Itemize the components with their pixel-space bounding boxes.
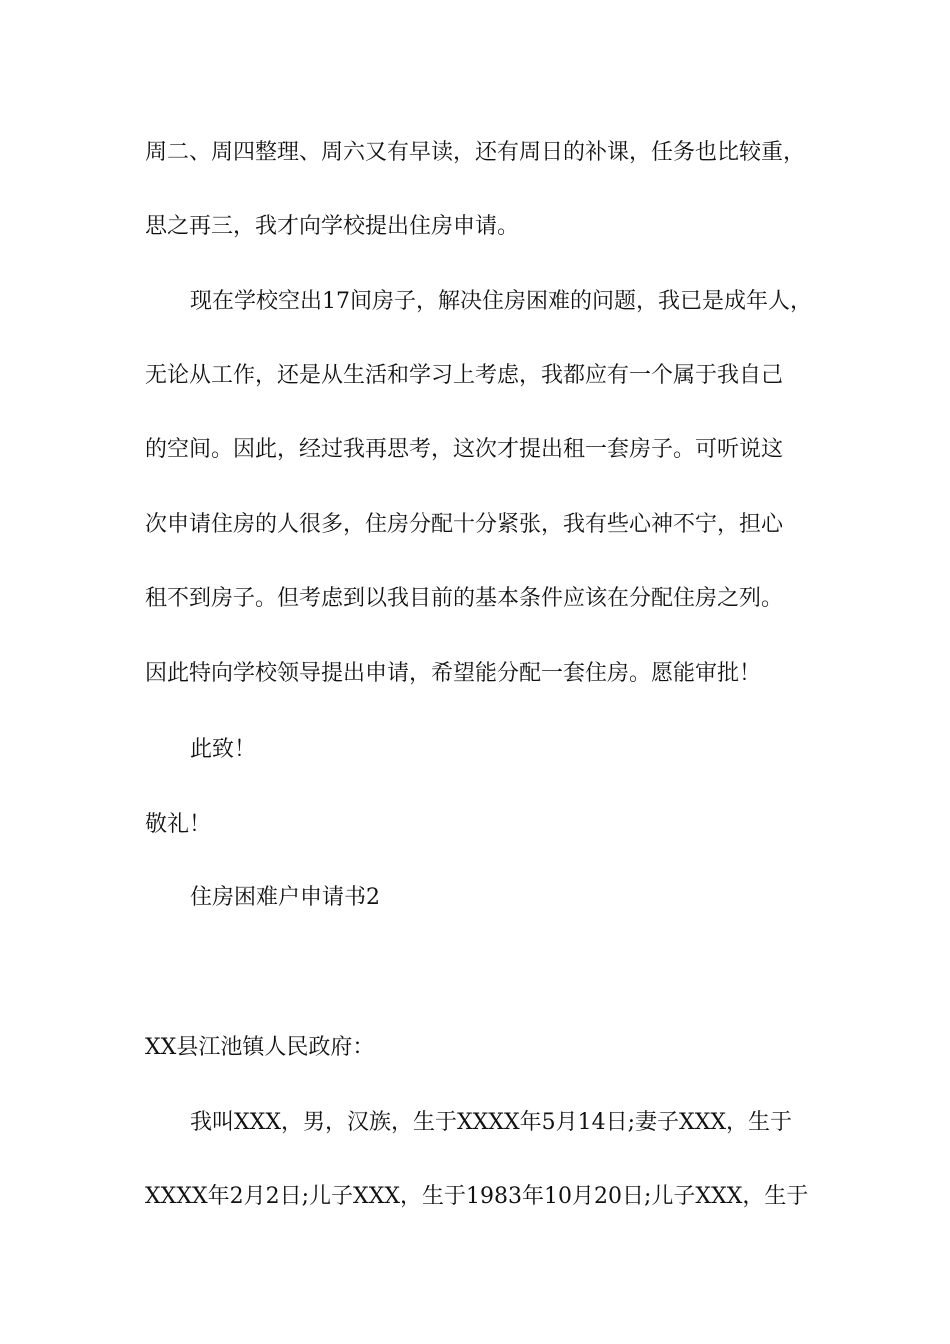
- section-heading: 住房困难户申请书2: [190, 885, 380, 910]
- paragraph-first-line: 我叫XXX，男，汉族，生于XXXX年5月14日;妻子XXX，生于: [190, 1110, 793, 1135]
- addressee: XX县江池镇人民政府：: [145, 1035, 375, 1060]
- body-text-line: XXXX年2月2日;儿子XXX，生于1983年10月20日;儿子XXX，生于: [145, 1184, 809, 1209]
- body-text-line: 无论从工作，还是从生活和学习上考虑，我都应有一个属于我自己: [145, 363, 784, 388]
- body-text-line: 因此特向学校领导提出申请，希望能分配一套住房。愿能审批！: [145, 661, 762, 686]
- body-text-line: 思之再三，我才向学校提出住房申请。: [145, 214, 520, 239]
- body-text-line: 周二、周四整理、周六又有早读，还有周日的补课，任务也比较重，: [145, 140, 806, 165]
- body-text-line: 租不到房子。但考虑到以我目前的基本条件应该在分配住房之列。: [145, 586, 784, 611]
- closing-respect: 敬礼！: [145, 812, 212, 837]
- paragraph-first-line: 现在学校空出17间房子，解决住房困难的问题，我已是成年人，: [190, 289, 812, 314]
- body-text-line: 次申请住房的人很多，住房分配十分紧张，我有些心神不宁，担心: [145, 512, 784, 537]
- body-text-line: 的空间。因此，经过我再思考，这次才提出租一套房子。可听说这: [145, 437, 784, 462]
- closing-salutation: 此致！: [190, 737, 257, 762]
